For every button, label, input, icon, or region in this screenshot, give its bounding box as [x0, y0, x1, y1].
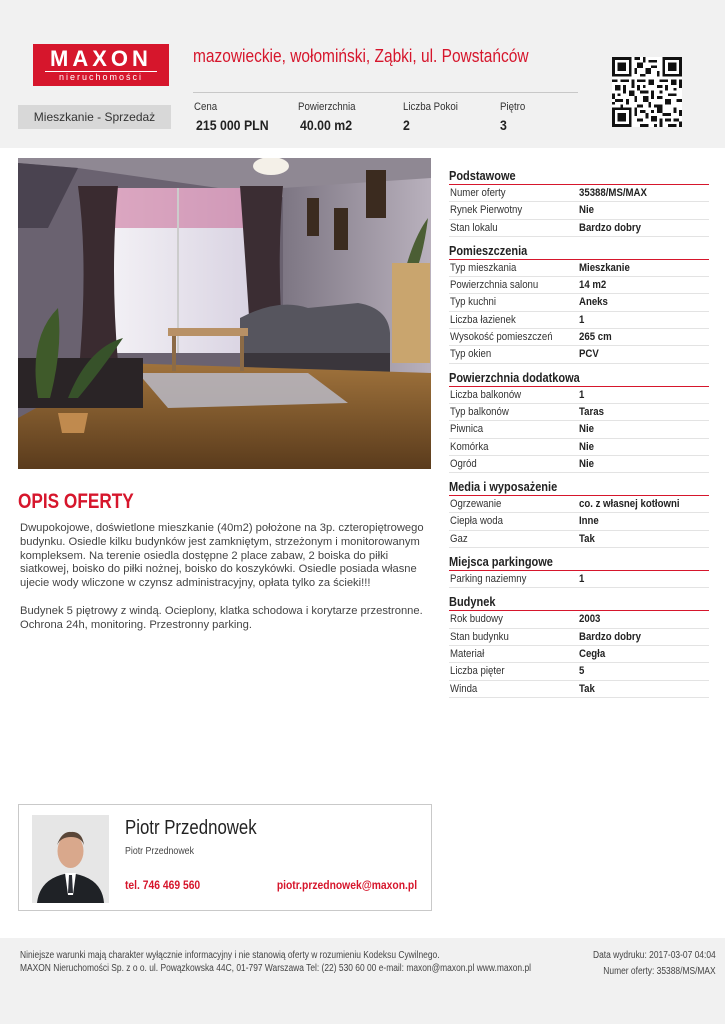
footer: [0, 938, 725, 1024]
spec-row: [449, 611, 709, 628]
spec-label: Numer oferty: [450, 187, 506, 199]
spec-label: Rok budowy: [450, 613, 503, 626]
rooms-value: 2: [403, 117, 410, 133]
price-label: Cena: [194, 101, 218, 113]
rooms-label: Liczba Pokoi: [403, 101, 458, 113]
divider: [193, 92, 578, 93]
spec-label: Typ mieszkania: [450, 261, 517, 274]
spec-label: Liczba łazienek: [450, 313, 516, 326]
section-header-dodatkowa: [449, 370, 709, 387]
description-title: OPIS OFERTY: [18, 490, 134, 513]
section-title: Miejsca parkingowe: [449, 555, 553, 570]
section-header-budynek: [449, 594, 709, 611]
spec-label: Piwnica: [450, 423, 484, 436]
spec-label: Stan lokalu: [450, 221, 498, 234]
spec-value: co. z własnej kotłowni: [579, 498, 680, 511]
section-title: Pomieszczenia: [449, 243, 528, 258]
spec-row: [449, 185, 709, 202]
spec-value: 1: [579, 388, 585, 401]
spec-row: [449, 294, 709, 311]
spec-row: [449, 421, 709, 438]
spec-label: Ogród: [450, 457, 477, 470]
spec-label: Wysokość pomieszczeń: [450, 331, 553, 344]
spec-label: Komórka: [450, 440, 489, 453]
spec-value: Cegła: [579, 647, 606, 660]
logo-name: MAXON: [50, 46, 152, 71]
spec-value: PCV: [579, 348, 599, 361]
spec-row: [449, 220, 709, 237]
spec-row: [449, 531, 709, 548]
spec-row: [449, 513, 709, 530]
spec-row: [449, 629, 709, 646]
spec-row: [449, 439, 709, 456]
spec-label: Typ okien: [450, 348, 492, 361]
spec-value: 265 cm: [579, 331, 612, 344]
logo-subtitle: nieruchomości: [45, 71, 157, 83]
spec-label: Liczba balkonów: [450, 388, 522, 401]
spec-row: [449, 202, 709, 219]
spec-label: Materiał: [450, 647, 485, 660]
footer-disclaimer: Niniejsze warunki mają charakter wyłącznie informacyjny i nie stanowią oferty w rozumieniu Kodeksu Cywilnego.: [20, 950, 440, 961]
spec-label: Typ kuchni: [450, 296, 496, 309]
spec-value: Nie: [579, 457, 594, 470]
spec-row: [449, 646, 709, 663]
section-header-media: [449, 479, 709, 496]
spec-row: [449, 456, 709, 473]
agent-name: Piotr Przednowek: [125, 817, 257, 839]
spec-value: 5: [579, 665, 585, 678]
apartment-photo[interactable]: [18, 158, 431, 469]
spec-label: Ciepła woda: [450, 515, 503, 528]
spec-label: Powierzchnia salonu: [450, 279, 539, 292]
spec-row: [449, 312, 709, 329]
spec-row: [449, 277, 709, 294]
agent-email-link[interactable]: piotr.przednowek@maxon.pl: [276, 878, 417, 892]
spec-row: [449, 387, 709, 404]
spec-value: Aneks: [579, 296, 608, 309]
spec-value: 1: [579, 573, 585, 586]
spec-label: Stan budynku: [450, 630, 509, 643]
spec-row: [449, 346, 709, 363]
spec-value: Taras: [579, 405, 604, 418]
section-header-pomieszczenia: [449, 243, 709, 260]
agent-phone-link[interactable]: tel. 746 469 560: [125, 878, 201, 892]
spec-row: [449, 496, 709, 513]
spec-row: [449, 571, 709, 588]
footer-company: MAXON Nieruchomości Sp. z o o. ul. Powązkowska 44C, 01-797 Warszawa Tel: (22) 530 60 00 e-mail: maxon@maxon.pl www.maxon.pl: [20, 963, 532, 974]
agent-card: [18, 804, 432, 911]
qr-code-icon[interactable]: [612, 57, 682, 127]
description-paragraph: Budynek 5 piętrowy z windą. Ocieplony, klatka schodowa i korytarze przestronne. Ochrona 24h, monitoring. Przestronny parking.: [20, 604, 423, 631]
spec-row: [449, 404, 709, 421]
maxon-logo[interactable]: [33, 44, 169, 86]
section-header-parking: [449, 554, 709, 571]
spec-label: Gaz: [450, 532, 468, 545]
spec-value: Mieszkanie: [579, 261, 630, 274]
footer-offer-number: Numer oferty: 35388/MS/MAX: [603, 966, 716, 977]
floor-value: 3: [500, 117, 507, 133]
spec-label: Parking naziemny: [450, 573, 527, 586]
section-title: Budynek: [449, 595, 496, 610]
section-header-podstawowe: [449, 168, 709, 185]
floor-label: Piętro: [500, 101, 526, 113]
spec-value: Bardzo dobry: [579, 630, 642, 643]
spec-value: Tak: [579, 682, 595, 695]
spec-value: Nie: [579, 423, 594, 436]
spec-label: Ogrzewanie: [450, 498, 502, 511]
spec-label: Liczba pięter: [450, 665, 505, 678]
spec-value: 35388/MS/MAX: [579, 187, 647, 199]
description-body: [20, 522, 425, 646]
spec-value: 1: [579, 313, 585, 326]
spec-label: Rynek Pierwotny: [450, 204, 523, 217]
category-badge: Mieszkanie - Sprzedaż: [18, 105, 171, 129]
spec-value: Inne: [579, 515, 599, 528]
specifications-table: [449, 168, 709, 698]
spec-row: [449, 329, 709, 346]
listing-title: mazowieckie, wołomiński, Ząbki, ul. Powstańców: [193, 46, 529, 66]
spec-label: Winda: [450, 682, 478, 695]
spec-row: [449, 260, 709, 277]
description-paragraph: Dwupokojowe, doświetlone mieszkanie (40m2) położone na 3p. czteropiętrowego budynku. Osiedle kilku budynków jest zamkniętym, strzeżonym i monitorowanym kompleksem. Na terenie osiedla dostępne 2 place zabaw, 2 boiska do piłki siatkowej, boisko do piłki nożnej, boisko do koszykówki. Osiedle posiada własne ujecie wody wliczone w czynsz administracyjny, opłata tylko za ścieki!!!: [20, 522, 424, 590]
section-title: Podstawowe: [449, 169, 516, 183]
spec-value: Nie: [579, 440, 594, 453]
agent-avatar: [32, 815, 109, 903]
print-date: Data wydruku: 2017-03-07 04:04: [593, 950, 716, 961]
spec-value: Bardzo dobry: [579, 221, 642, 234]
header: [0, 0, 725, 148]
area-value: 40.00 m2: [300, 117, 353, 133]
spec-value: 14 m2: [579, 279, 607, 292]
price-value: 215 000 PLN: [196, 117, 269, 133]
spec-row: [449, 681, 709, 698]
spec-label: Typ balkonów: [450, 405, 509, 418]
area-label: Powierzchnia: [298, 101, 356, 113]
section-title: Media i wyposażenie: [449, 480, 558, 495]
spec-row: [449, 663, 709, 680]
agent-subtitle: Piotr Przednowek: [125, 846, 194, 857]
section-title: Powierzchnia dodatkowa: [449, 370, 580, 385]
spec-value: 2003: [579, 613, 601, 626]
spec-value: Nie: [579, 204, 594, 217]
spec-value: Tak: [579, 532, 595, 545]
